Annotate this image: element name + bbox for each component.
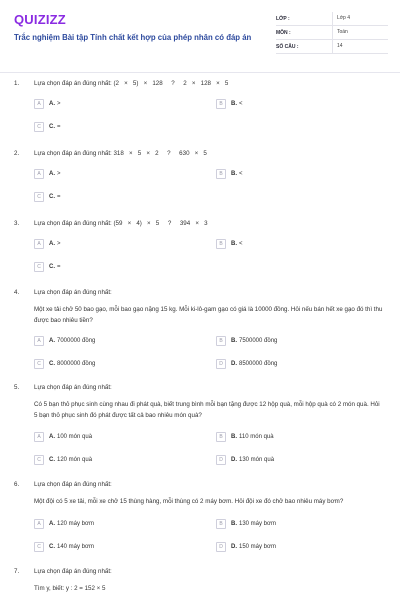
question-number: 5.: [14, 384, 20, 391]
question-number: 1.: [14, 80, 20, 87]
question-prompt: Lựa chọn đáp án đúng nhất: 318 × 5 × 2 ? 630 × 5: [34, 150, 207, 157]
option-box[interactable]: B: [216, 169, 226, 179]
question-body: Một xe tải chở 50 bao gạo, mỗi bao gạo nặng 15 kg. Mỗi ki-lô-gam gạo có giá là 10000 đồng. Hỏi nếu bán hết xe gạo đó thì thu được bao nhiêu tiền?: [34, 306, 383, 324]
option-b[interactable]: [216, 432, 274, 442]
option-text: 110 món quà: [239, 434, 274, 440]
option-box[interactable]: B: [216, 519, 226, 529]
option-text: 100 món quà: [57, 434, 93, 440]
option-text: 8500000 đồng: [239, 361, 278, 367]
option-box[interactable]: D: [216, 359, 226, 369]
option-letter: D.: [231, 457, 237, 463]
option-box[interactable]: C: [34, 192, 44, 202]
option-box[interactable]: B: [216, 239, 226, 249]
meta-value: Lớp 4: [332, 12, 350, 25]
option-box[interactable]: C: [34, 455, 44, 465]
option-box[interactable]: B: [216, 99, 226, 109]
meta-value: 14: [332, 40, 343, 53]
question-6: [14, 481, 388, 556]
option-letter: A.: [49, 338, 55, 344]
option-text: 150 máy bơm: [239, 544, 276, 550]
question-1: [14, 80, 388, 140]
option-text: 7000000 đồng: [57, 338, 96, 344]
question-prompt: Lựa chọn đáp án đúng nhất: (2 × 5) × 128 ? 2 × 128 × 5: [34, 80, 229, 87]
question-body: Tìm y, biết: y : 2 = 152 × 5: [34, 585, 106, 592]
option-box[interactable]: A: [34, 99, 44, 109]
question-number: 7.: [14, 568, 20, 575]
option-letter: B.: [231, 101, 237, 107]
option-text: =: [57, 194, 61, 200]
option-letter: C.: [49, 124, 55, 130]
option-text: 120 món quà: [57, 457, 93, 463]
option-a[interactable]: [34, 336, 95, 346]
option-text: 130 món quà: [239, 457, 275, 463]
quizizz-logo[interactable]: QUIZIZZ: [14, 12, 66, 27]
question-prompt: Lựa chọn đáp án đúng nhất: (59 × 4) × 5 ? 394 × 3: [34, 220, 208, 227]
option-letter: B.: [231, 338, 237, 344]
option-c[interactable]: [34, 359, 95, 369]
option-letter: B.: [231, 521, 237, 527]
header-divider: [0, 72, 400, 73]
option-letter: A.: [49, 521, 55, 527]
option-text: >: [57, 101, 61, 107]
worksheet-title: Trắc nghiệm Bài tập Tính chất kết hợp của phép nhân có đáp án: [14, 33, 252, 42]
option-box[interactable]: A: [34, 519, 44, 529]
option-box[interactable]: A: [34, 432, 44, 442]
option-box[interactable]: B: [216, 336, 226, 346]
option-letter: C.: [49, 544, 55, 550]
question-prompt: Lựa chọn đáp án đúng nhất:: [34, 568, 112, 575]
option-letter: A.: [49, 241, 55, 247]
meta-row-count: [276, 40, 388, 54]
option-text: =: [57, 264, 61, 270]
option-letter: D.: [231, 361, 237, 367]
option-text: 8000000 đồng: [57, 361, 96, 367]
option-text: =: [57, 124, 61, 130]
option-letter: C.: [49, 361, 55, 367]
option-text: <: [239, 171, 243, 177]
question-4: [14, 289, 388, 374]
question-prompt: Lựa chọn đáp án đúng nhất:: [34, 384, 112, 391]
option-letter: B.: [231, 241, 237, 247]
option-letter: A.: [49, 434, 55, 440]
option-box[interactable]: B: [216, 432, 226, 442]
option-c[interactable]: [34, 262, 61, 272]
meta-label: LỚP :: [276, 16, 290, 22]
option-a[interactable]: [34, 239, 61, 249]
option-a[interactable]: [34, 519, 94, 529]
question-prompt: Lựa chọn đáp án đúng nhất:: [34, 481, 112, 488]
option-letter: C.: [49, 264, 55, 270]
option-b[interactable]: [216, 169, 243, 179]
meta-label: MÔN :: [276, 30, 291, 36]
worksheet-header: [14, 12, 388, 60]
option-letter: C.: [49, 194, 55, 200]
option-c[interactable]: [34, 542, 94, 552]
meta-label: SỐ CÂU :: [276, 44, 299, 50]
option-box[interactable]: C: [34, 122, 44, 132]
option-letter: A.: [49, 101, 55, 107]
option-text: >: [57, 241, 61, 247]
option-b[interactable]: [216, 519, 276, 529]
option-box[interactable]: D: [216, 542, 226, 552]
option-box[interactable]: A: [34, 336, 44, 346]
option-letter: B.: [231, 434, 237, 440]
meta-row-class: [276, 12, 388, 26]
question-body: Một đội có 5 xe tải, mỗi xe chở 15 thùng hàng, mỗi thùng có 2 máy bơm. Hỏi đội xe đó chở bao nhiêu máy bơm?: [34, 498, 344, 505]
option-box[interactable]: D: [216, 455, 226, 465]
question-2: [14, 150, 388, 210]
option-letter: B.: [231, 171, 237, 177]
option-box[interactable]: A: [34, 239, 44, 249]
option-d[interactable]: [216, 359, 277, 369]
option-b[interactable]: [216, 99, 243, 109]
option-b[interactable]: [216, 239, 243, 249]
option-text: <: [239, 101, 243, 107]
question-body: Có 5 bạn thỏ phục sinh cùng nhau đi phát quà, biết trung bình mỗi bạn tặng được 12 hộp quà, mỗi hộp quà có 2 món quà. Hỏi 5 bạn thỏ phục sinh đó phát được tất cả bao nhiêu món quà?: [34, 401, 380, 419]
option-letter: D.: [231, 544, 237, 550]
option-text: 7500000 đồng: [239, 338, 278, 344]
option-d[interactable]: [216, 542, 276, 552]
option-a[interactable]: [34, 432, 92, 442]
question-prompt: Lựa chọn đáp án đúng nhất:: [34, 289, 112, 296]
question-number: 2.: [14, 150, 20, 157]
option-box[interactable]: C: [34, 359, 44, 369]
question-7: [14, 568, 388, 598]
option-text: >: [57, 171, 61, 177]
question-5: [14, 384, 388, 469]
option-c[interactable]: [34, 192, 61, 202]
option-b[interactable]: [216, 336, 277, 346]
meta-value: Toán: [332, 26, 348, 39]
option-text: 120 máy bơm: [57, 521, 94, 527]
option-letter: C.: [49, 457, 55, 463]
option-box[interactable]: A: [34, 169, 44, 179]
question-number: 4.: [14, 289, 20, 296]
option-d[interactable]: [216, 455, 274, 465]
option-box[interactable]: C: [34, 542, 44, 552]
meta-row-subject: [276, 26, 388, 40]
option-c[interactable]: [34, 455, 92, 465]
question-number: 3.: [14, 220, 20, 227]
option-text: <: [239, 241, 243, 247]
option-letter: A.: [49, 171, 55, 177]
option-a[interactable]: [34, 169, 61, 179]
question-3: [14, 220, 388, 280]
option-text: 130 máy bơm: [239, 521, 276, 527]
question-number: 6.: [14, 481, 20, 488]
option-a[interactable]: [34, 99, 61, 109]
option-c[interactable]: [34, 122, 61, 132]
option-box[interactable]: C: [34, 262, 44, 272]
option-text: 140 máy bơm: [57, 544, 94, 550]
